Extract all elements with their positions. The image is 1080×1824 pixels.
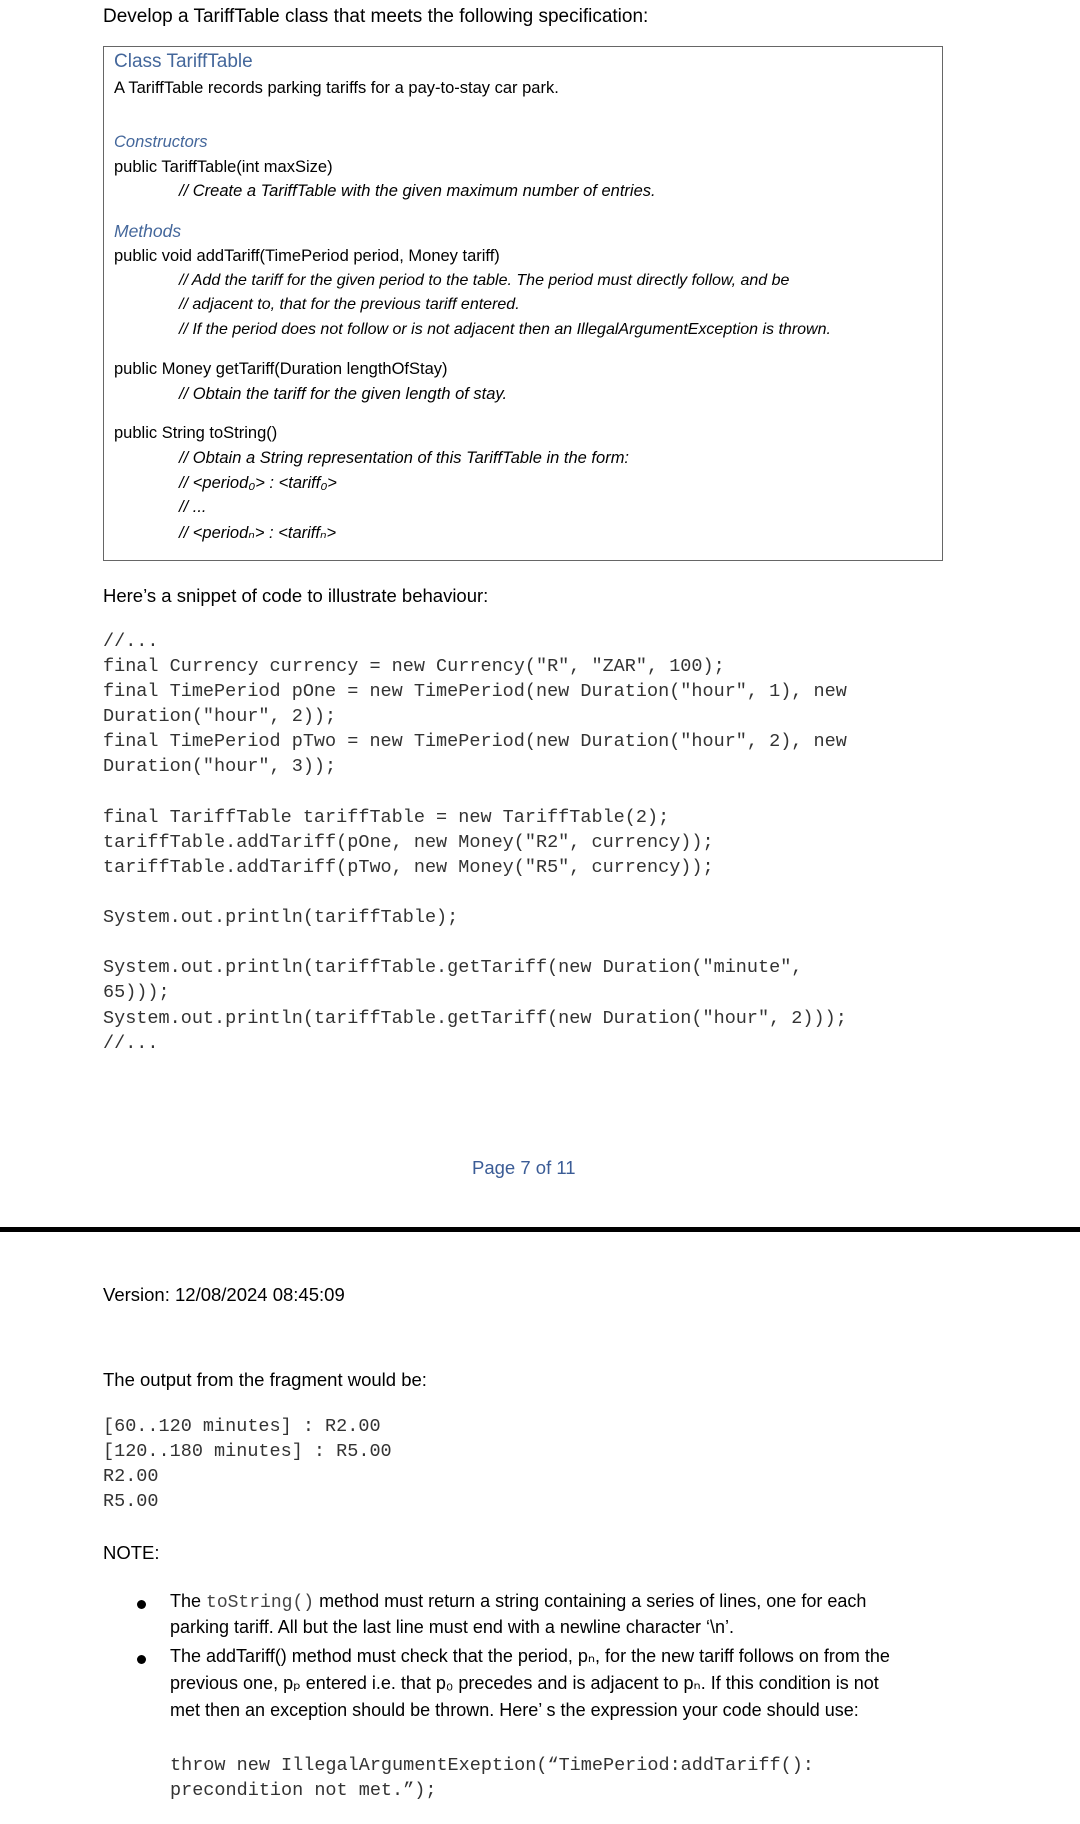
note-2-line-1: The addTariff() method must check that the period, pₙ, for the new tariff follows on from the	[170, 1646, 890, 1666]
output-line: R2.00	[103, 1466, 159, 1487]
addtariff-signature: public void addTariff(TimePeriod period, Money tariff)	[114, 247, 500, 265]
class-description: A TariffTable records parking tariffs for a pay-to-stay car park.	[114, 79, 559, 97]
addtariff-comment-3: // If the period does not follow or is not adjacent then an IllegalArgumentException is thrown.	[179, 321, 831, 338]
snippet-intro: Here’s a snippet of code to illustrate behaviour:	[103, 585, 489, 606]
tostring-signature: public String toString()	[114, 424, 278, 442]
intro-text: Develop a TariffTable class that meets the following specification:	[103, 6, 649, 27]
code-line: Duration("hour", 2));	[103, 706, 337, 727]
code-line: 65)));	[103, 982, 170, 1003]
gettariff-signature: public Money getTariff(Duration lengthOfStay)	[114, 360, 448, 378]
note-1-text-post: method must return a string containing a series of lines, one for each	[314, 1591, 867, 1611]
output-line: R5.00	[103, 1491, 159, 1512]
code-line: System.out.println(tariffTable.getTariff(new Duration("hour", 2)));	[103, 1008, 847, 1029]
bullet-icon	[137, 1655, 146, 1664]
class-label: Class TariffTable	[114, 51, 253, 72]
code-line: Duration("hour", 3));	[103, 756, 337, 777]
tostring-comment-4: // <periodₙ> : <tariffₙ>	[179, 524, 337, 542]
tostring-comment-1: // Obtain a String representation of this TariffTable in the form:	[179, 449, 630, 467]
tostring-comment-3: // ...	[179, 498, 207, 516]
throw-code-line: throw new IllegalArgumentExeption(“TimePeriod:addTariff():	[170, 1755, 814, 1776]
constructor-comment: // Create a TariffTable with the given maximum number of entries.	[179, 182, 656, 200]
code-line: //...	[103, 631, 159, 652]
page-divider	[0, 1227, 1080, 1232]
note-2-line-3: met then an exception should be thrown. Here’ s the expression your code should use:	[170, 1700, 859, 1720]
addtariff-comment-1: // Add the tariff for the given period to the table. The period must directly follow, and be	[179, 272, 790, 289]
code-line: final TimePeriod pTwo = new TimePeriod(new Duration("hour", 2), new	[103, 731, 847, 752]
output-intro: The output from the fragment would be:	[103, 1369, 427, 1390]
spec-box	[103, 46, 943, 561]
gettariff-comment: // Obtain the tariff for the given length of stay.	[179, 385, 508, 403]
code-line: System.out.println(tariffTable.getTariff(new Duration("minute",	[103, 957, 803, 978]
throw-code-line: precondition not met.”);	[170, 1780, 437, 1801]
methods-label: Methods	[114, 221, 182, 241]
note-1-code: toString()	[206, 1593, 315, 1613]
note-2-line-2: previous one, pₚ entered i.e. that p₀ precedes and is adjacent to pₙ. If this condition is not	[170, 1673, 879, 1693]
addtariff-comment-2: // adjacent to, that for the previous tariff entered.	[179, 296, 520, 313]
version-text: Version: 12/08/2024 08:45:09	[103, 1284, 345, 1305]
output-line: [120..180 minutes] : R5.00	[103, 1441, 392, 1462]
code-line: final TimePeriod pOne = new TimePeriod(new Duration("hour", 1), new	[103, 681, 847, 702]
code-line: final TariffTable tariffTable = new TariffTable(2);	[103, 807, 670, 828]
bullet-icon	[137, 1600, 146, 1609]
tostring-comment-2: // <period₀> : <tariff₀>	[179, 474, 337, 492]
note-1-text-pre: The	[170, 1591, 207, 1611]
code-line: final Currency currency = new Currency("R", "ZAR", 100);	[103, 656, 725, 677]
page-number: Page 7 of 11	[472, 1157, 576, 1178]
constructors-label: Constructors	[114, 133, 208, 151]
code-line: System.out.println(tariffTable);	[103, 907, 459, 928]
note-label: NOTE:	[103, 1542, 160, 1563]
note-1-line-2: parking tariff. All but the last line must end with a newline character ‘\n’.	[170, 1617, 734, 1637]
code-line: tariffTable.addTariff(pOne, new Money("R2", currency));	[103, 832, 714, 853]
code-line: //...	[103, 1033, 159, 1054]
note-1-line-1	[170, 1591, 866, 1613]
constructor-signature: public TariffTable(int maxSize)	[114, 158, 333, 176]
code-line: tariffTable.addTariff(pTwo, new Money("R5", currency));	[103, 857, 714, 878]
output-line: [60..120 minutes] : R2.00	[103, 1416, 381, 1437]
